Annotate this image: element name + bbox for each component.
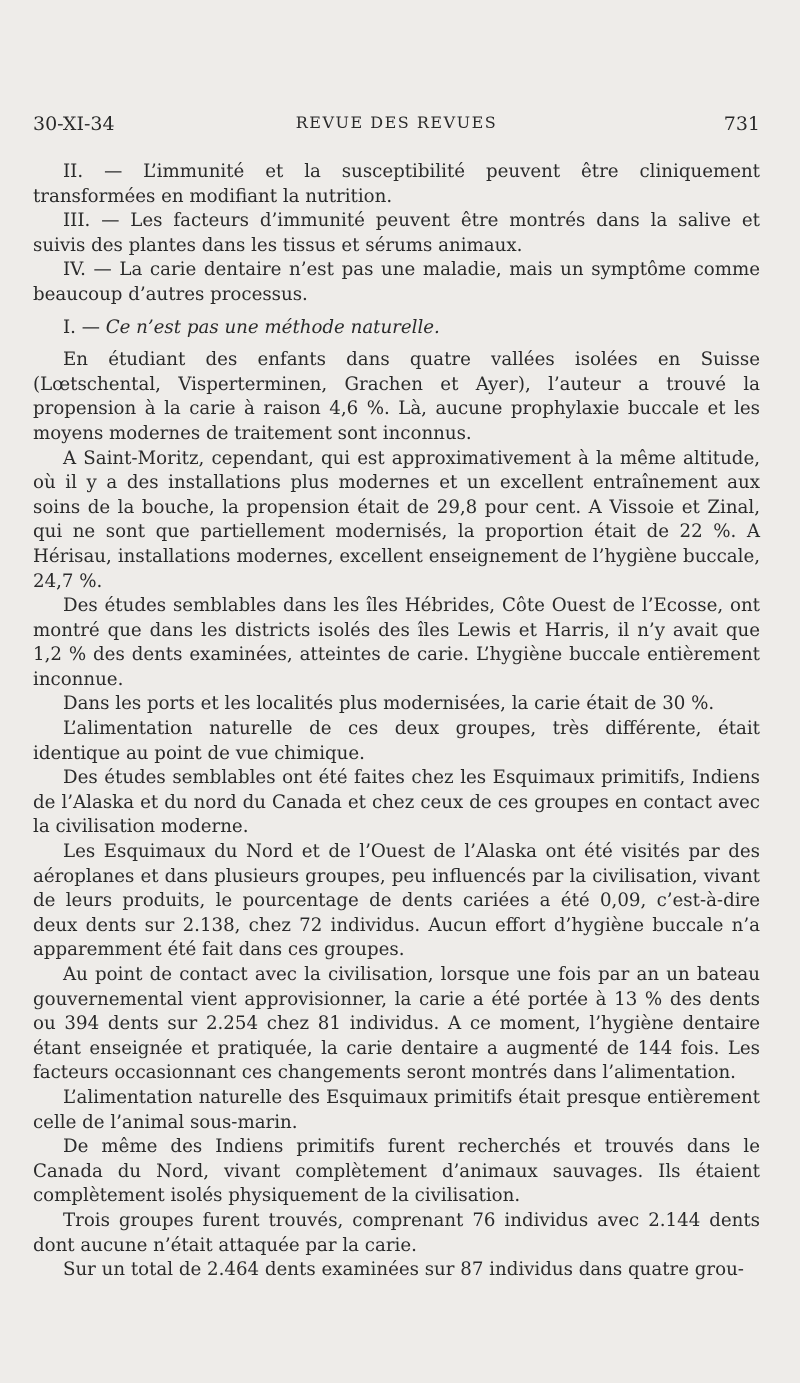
paragraph: Dans les ports et les localités plus modernisées, la carie était de 30 %.: [63, 693, 715, 715]
paragraph: IV. — La carie dentaire n’est pas une maladie, mais un symptôme comme beaucoup d’autres processus.: [33, 259, 760, 305]
page-number: 731: [723, 113, 760, 135]
paragraph: Des études semblables dans les îles Hébrides, Côte Ouest de l’Ecosse, ont montré que dans les districts isolés des îles Lewis et Harris, il n’y avait que 1,2 % des dents examinées, atteintes de carie. L’hygiène buccale entièrement inconnue.: [33, 595, 760, 690]
paragraph: Au point de contact avec la civilisation, lorsque une fois par an un bateau gouvernemental vient approvisionner, la carie a été portée à 13 % des dents ou 394 dents sur 2.254 chez 81 individus. A ce moment, l’hygiène dentaire étant enseignée et pratiquée, la carie dentaire a augmenté de 144 fois. Les facteurs occasionnant ces changements seront montrés dans l’alimentation.: [33, 964, 760, 1084]
header-journal-title: REVUE DES REVUES: [295, 113, 498, 132]
paragraph: De même des Indiens primitifs furent recherchés et trouvés dans le Canada du Nord, vivant complètement d’animaux sauvages. Ils étaient complètement isolés physiquement de la civilisation.: [33, 1136, 760, 1207]
paragraph: Des études semblables ont été faites chez les Esquimaux primitifs, Indiens de l’Alaska et du nord du Canada et chez ceux de ces groupes en contact avec la civilisation moderne.: [33, 767, 760, 838]
paragraph: Les Esquimaux du Nord et de l’Ouest de l’Alaska ont été visités par des aéroplanes et dans plusieurs groupes, peu influencés par la civilisation, vivant de leurs produits, le pourcentage de dents cariées a été 0,09, c’est-à-dire deux dents sur 2.138, chez 72 individus. Aucun effort d’hygiène buccale n’a apparemment été fait dans ces groupes.: [33, 841, 760, 961]
section-heading: [33, 316, 760, 341]
body-text: [33, 160, 760, 1283]
paragraph: L’alimentation naturelle des Esquimaux primitifs était presque entièrement celle de l’animal sous-marin.: [33, 1086, 760, 1133]
paragraph: Trois groupes furent trouvés, comprenant 76 individus avec 2.144 dents dont aucune n’était attaquée par la carie.: [33, 1209, 760, 1256]
paragraph: II. — L’immunité et la susceptibilité peuvent être cliniquement transformées en modifiant la nutrition.: [33, 161, 760, 207]
paragraph: III. — Les facteurs d’immunité peuvent être montrés dans la salive et suivis des plantes dans les tissus et sérums animaux.: [33, 210, 760, 256]
paragraph: A Saint-Moritz, cependant, qui est approximativement à la même altitude, où il y a des installations plus modernes et un excellent entraînement aux soins de la bouche, la propension était de 29,8 pour cent. A Vissoie et Zinal, qui ne sont que partiellement modernisés, la proportion était de 22 %. A Hérisau, installations modernes, excellent enseignement de l’hygiène buccale, 24,7 %.: [33, 447, 760, 592]
paragraph: En étudiant des enfants dans quatre vallées isolées en Suisse (Lœtschental, Visperterminen, Grachen et Ayer), l’auteur a trouvé la propension à la carie à raison 4,6 %. Là, aucune prophylaxie buccale et les moyens modernes de traitement sont inconnus.: [33, 349, 760, 444]
section-heading-number: I. —: [63, 316, 106, 338]
running-head: [33, 113, 760, 139]
section-heading-title: Ce n’est pas une méthode naturelle.: [105, 316, 440, 338]
paragraph: Sur un total de 2.464 dents examinées sur 87 individus dans quatre grou-: [63, 1259, 744, 1281]
header-date: 30-XI-34: [33, 113, 115, 135]
paragraph: L’alimentation naturelle de ces deux groupes, très différente, était identique au point de vue chimique.: [33, 718, 760, 764]
